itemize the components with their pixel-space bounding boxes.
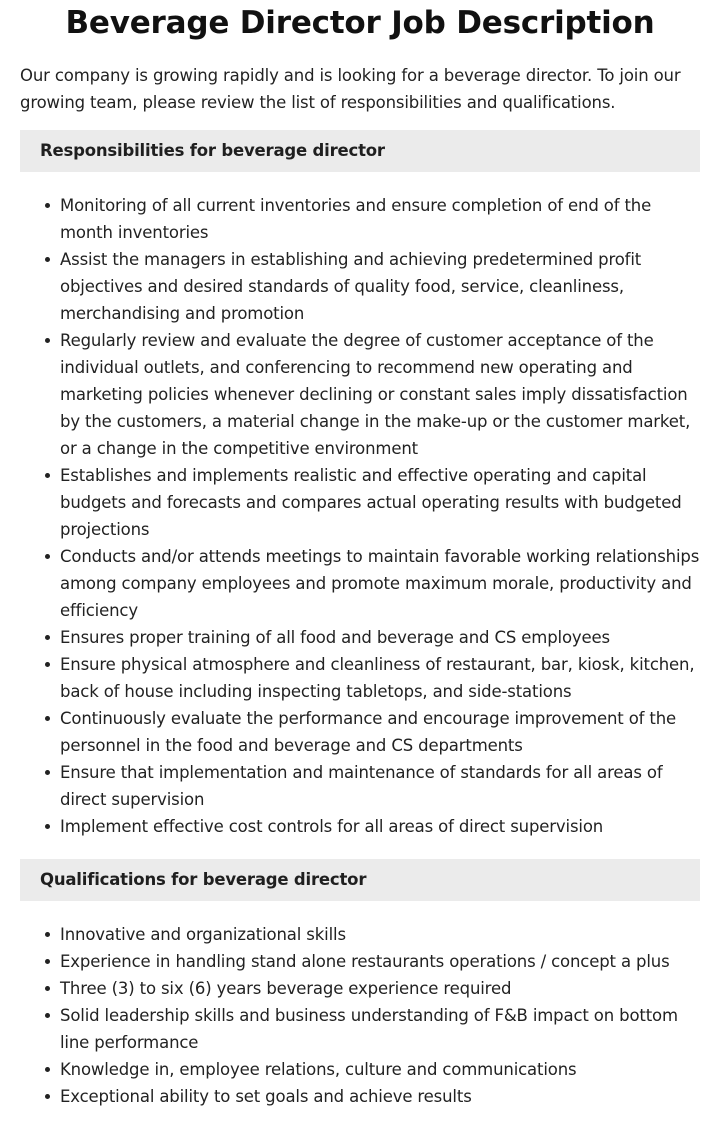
- page-title: Beverage Director Job Description: [65, 5, 655, 41]
- list-item: Monitoring of all current inventories and ensure completion of end of the month inventories: [60, 192, 700, 246]
- responsibilities-heading: Responsibilities for beverage director: [20, 130, 700, 172]
- list-item: Ensures proper training of all food and beverage and CS employees: [60, 624, 700, 651]
- list-item: Innovative and organizational skills: [60, 921, 700, 948]
- list-item: Exceptional ability to set goals and achieve results: [60, 1083, 700, 1110]
- list-item: Implement effective cost controls for all areas of direct supervision: [60, 813, 700, 840]
- intro-paragraph: Our company is growing rapidly and is looking for a beverage director. To join our growing team, please review the list of responsibilities and qualifications.: [20, 66, 681, 112]
- responsibilities-list: [20, 192, 700, 840]
- list-item: Three (3) to six (6) years beverage experience required: [60, 975, 700, 1002]
- list-item: Regularly review and evaluate the degree of customer acceptance of the individual outlets, and conferencing to recommend new operating and marketing policies whenever declining or constant sales imply dissatisfaction by the customers, a material change in the make-up or the customer market, or a change in the competitive environment: [60, 327, 700, 462]
- list-item: Solid leadership skills and business understanding of F&B impact on bottom line performance: [60, 1002, 700, 1056]
- qualifications-heading: Qualifications for beverage director: [20, 859, 700, 901]
- list-item: Experience in handling stand alone restaurants operations / concept a plus: [60, 948, 700, 975]
- list-item: Ensure physical atmosphere and cleanliness of restaurant, bar, kiosk, kitchen, back of house including inspecting tabletops, and side-stations: [60, 651, 700, 705]
- qualifications-list: [20, 921, 700, 1110]
- list-item: Assist the managers in establishing and achieving predetermined profit objectives and desired standards of quality food, service, cleanliness, merchandising and promotion: [60, 246, 700, 327]
- list-item: Conducts and/or attends meetings to maintain favorable working relationships among company employees and promote maximum morale, productivity and efficiency: [60, 543, 700, 624]
- list-item: Ensure that implementation and maintenance of standards for all areas of direct supervision: [60, 759, 700, 813]
- list-item: Continuously evaluate the performance and encourage improvement of the personnel in the food and beverage and CS departments: [60, 705, 700, 759]
- list-item: Knowledge in, employee relations, culture and communications: [60, 1056, 700, 1083]
- list-item: Establishes and implements realistic and effective operating and capital budgets and forecasts and compares actual operating results with budgeted projections: [60, 462, 700, 543]
